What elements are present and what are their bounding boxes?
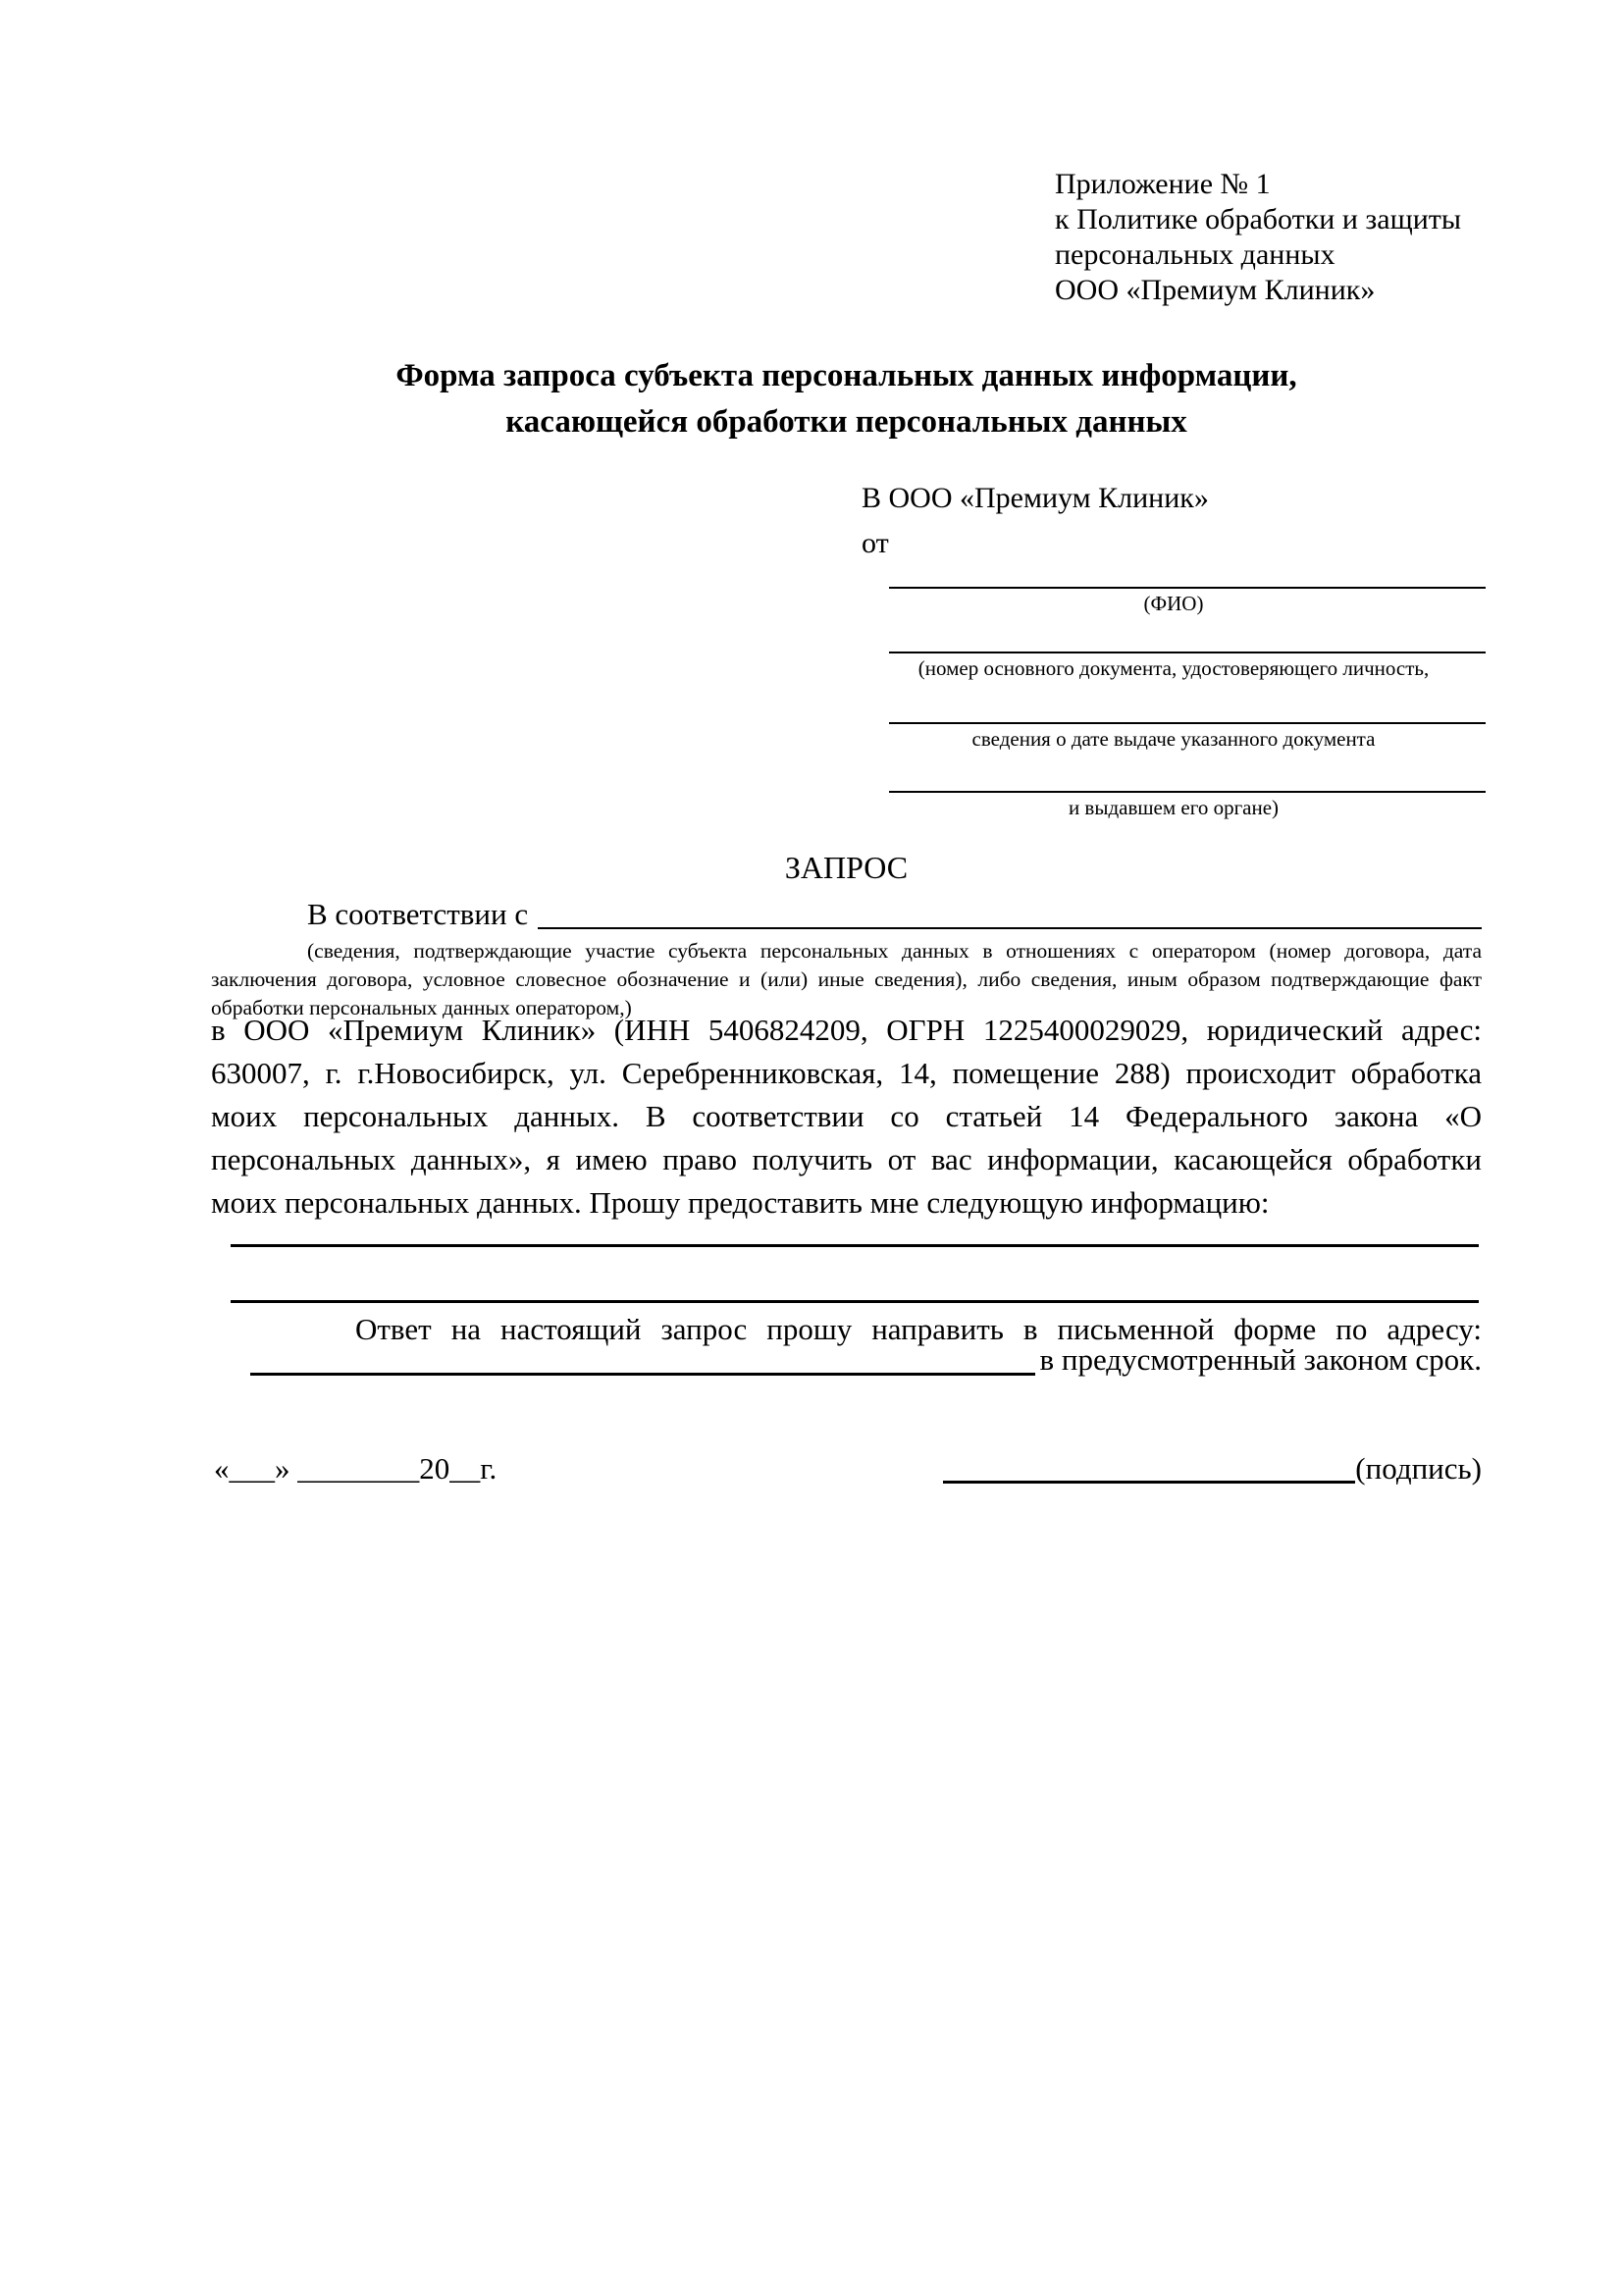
appendix-block — [1055, 167, 1461, 308]
note-line: (сведения, подтверждающие участие субъекта персональных данных в отношениях с оператором (номер договора, дата — [307, 939, 1482, 963]
date-signature-row — [214, 1450, 1482, 1487]
fio-caption: (ФИО) — [1143, 592, 1204, 615]
from-label: от — [862, 527, 889, 559]
appendix-line: ООО «Премиум Клиник» — [1055, 274, 1376, 306]
appendix-line: персональных данных — [1055, 238, 1335, 271]
document-title-line: Форма запроса субъекта персональных данных информации, — [395, 358, 1297, 393]
document-number-caption: (номер основного документа, удостоверяющего личность, — [917, 656, 1430, 680]
date-blank: «___» ________20__г. — [214, 1451, 497, 1486]
answer-paragraph: Ответ на настоящий запрос прошу направить в письменной форме по адресу: — [355, 1312, 1482, 1346]
body-paragraph — [211, 1009, 1482, 1225]
note-line: обработки персональных данных оператором,) — [211, 996, 632, 1019]
addressee-organization: В ООО «Премиум Клиник» — [862, 482, 1209, 514]
body-line: 630007, г. г.Новосибирск, ул. Серебренниковская, 14, помещение 288) происходит обработка — [211, 1056, 1482, 1090]
fio-blank-line — [889, 561, 1486, 589]
request-heading: ЗАПРОС — [784, 850, 909, 885]
appendix-line: Приложение № 1 — [1055, 168, 1271, 200]
signature-caption: (подпись) — [1355, 1451, 1482, 1486]
addressee-block — [862, 481, 1486, 820]
address-blank-line — [250, 1373, 1035, 1376]
issuing-authority-caption: и выдавшем его органе) — [1068, 796, 1280, 819]
issue-date-blank-line — [889, 681, 1486, 724]
body-line: персональных данных», я имею право получить от вас информации, касающейся обработки — [211, 1142, 1482, 1176]
term-text: в предусмотренный законом срок. — [1039, 1342, 1482, 1377]
appendix-line: к Политике обработки и защиты — [1055, 203, 1462, 235]
body-line: моих персональных данных. Прошу предоставить мне следующую информацию: — [211, 1185, 1270, 1220]
body-line: в ООО «Премиум Клиник» (ИНН 5406824209, ОГРН 1225400029029, юридический адрес: — [211, 1013, 1482, 1047]
document-title-line: касающейся обработки персональных данных — [505, 404, 1187, 440]
issue-date-caption: сведения о дате выдаче указанного документа — [971, 727, 1376, 751]
document-title — [211, 353, 1482, 445]
information-blank-line — [231, 1244, 1479, 1247]
accordance-blank-line — [538, 927, 1482, 929]
note-line: заключения договора, условное словесное обозначение и (или) иные сведения), либо сведения, иным образом подтверждающие факт — [211, 967, 1482, 991]
body-line: моих персональных данных. В соответствии со статьей 14 Федерального закона «О — [211, 1099, 1482, 1133]
address-row — [250, 1342, 1482, 1378]
signature-blank-line — [943, 1481, 1355, 1484]
information-blank-line — [231, 1300, 1479, 1303]
document-number-blank-line — [889, 616, 1486, 653]
accordance-label: В соответствии с — [307, 897, 529, 931]
accordance-row — [211, 895, 1482, 934]
issuing-authority-blank-line — [889, 752, 1486, 793]
signature-group — [943, 1450, 1482, 1487]
